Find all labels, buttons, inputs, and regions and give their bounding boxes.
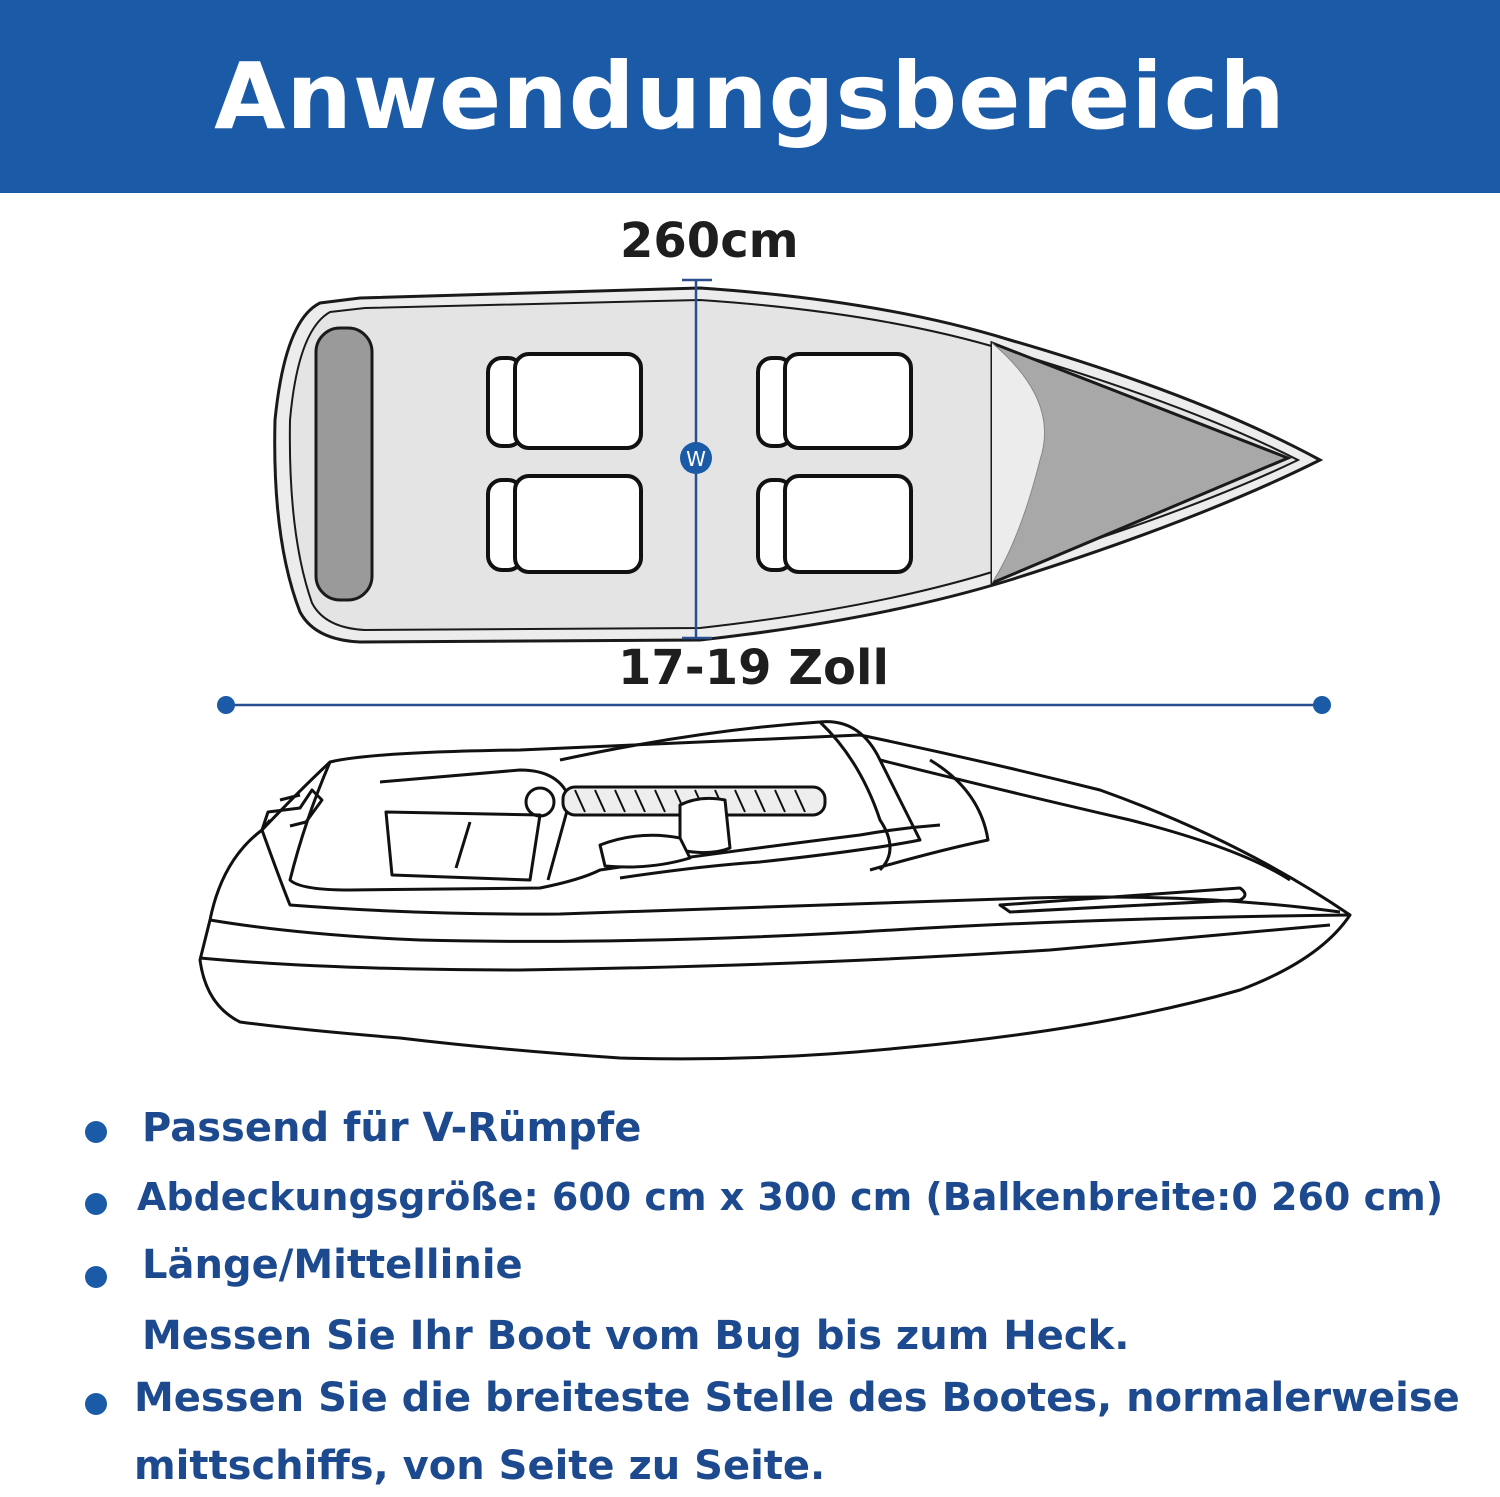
bullet-subtext-4: mittschiffs, von Seite zu Seite. <box>134 1443 826 1489</box>
bullet-text-1: Passend für V-Rümpfe <box>142 1105 642 1151</box>
header-banner <box>0 0 1500 193</box>
bullet-dot-4 <box>85 1393 107 1415</box>
boat-top-view <box>275 280 1320 642</box>
page-title: Anwendungsbereich <box>214 43 1286 150</box>
length-left-endpoint <box>217 696 235 714</box>
length-dimension <box>217 696 1331 714</box>
bullet-subtext-3: Messen Sie Ihr Boot vom Bug bis zum Heck. <box>142 1313 1130 1359</box>
boat-side-view <box>200 722 1350 1059</box>
seat-2 <box>488 476 641 572</box>
width-marker-label: W <box>686 447 706 471</box>
bullet-dot-3 <box>85 1266 107 1288</box>
bullet-text-3: Länge/Mittellinie <box>142 1242 523 1288</box>
stern-bench <box>316 328 372 600</box>
length-label: 17-19 Zoll <box>618 640 889 696</box>
length-right-endpoint <box>1313 696 1331 714</box>
bullet-dot-1 <box>85 1121 107 1143</box>
width-label: 260cm <box>620 213 799 269</box>
bullet-text-4: Messen Sie die breiteste Stelle des Bootes, normalerweise <box>134 1375 1460 1421</box>
seat-4 <box>758 476 911 572</box>
seat-1 <box>488 354 641 448</box>
seat-3 <box>758 354 911 448</box>
bullet-text-2: Abdeckungsgröße: 600 cm x 300 cm (Balkenbreite:0 260 cm) <box>137 1175 1444 1219</box>
bullet-dot-2 <box>85 1193 107 1215</box>
